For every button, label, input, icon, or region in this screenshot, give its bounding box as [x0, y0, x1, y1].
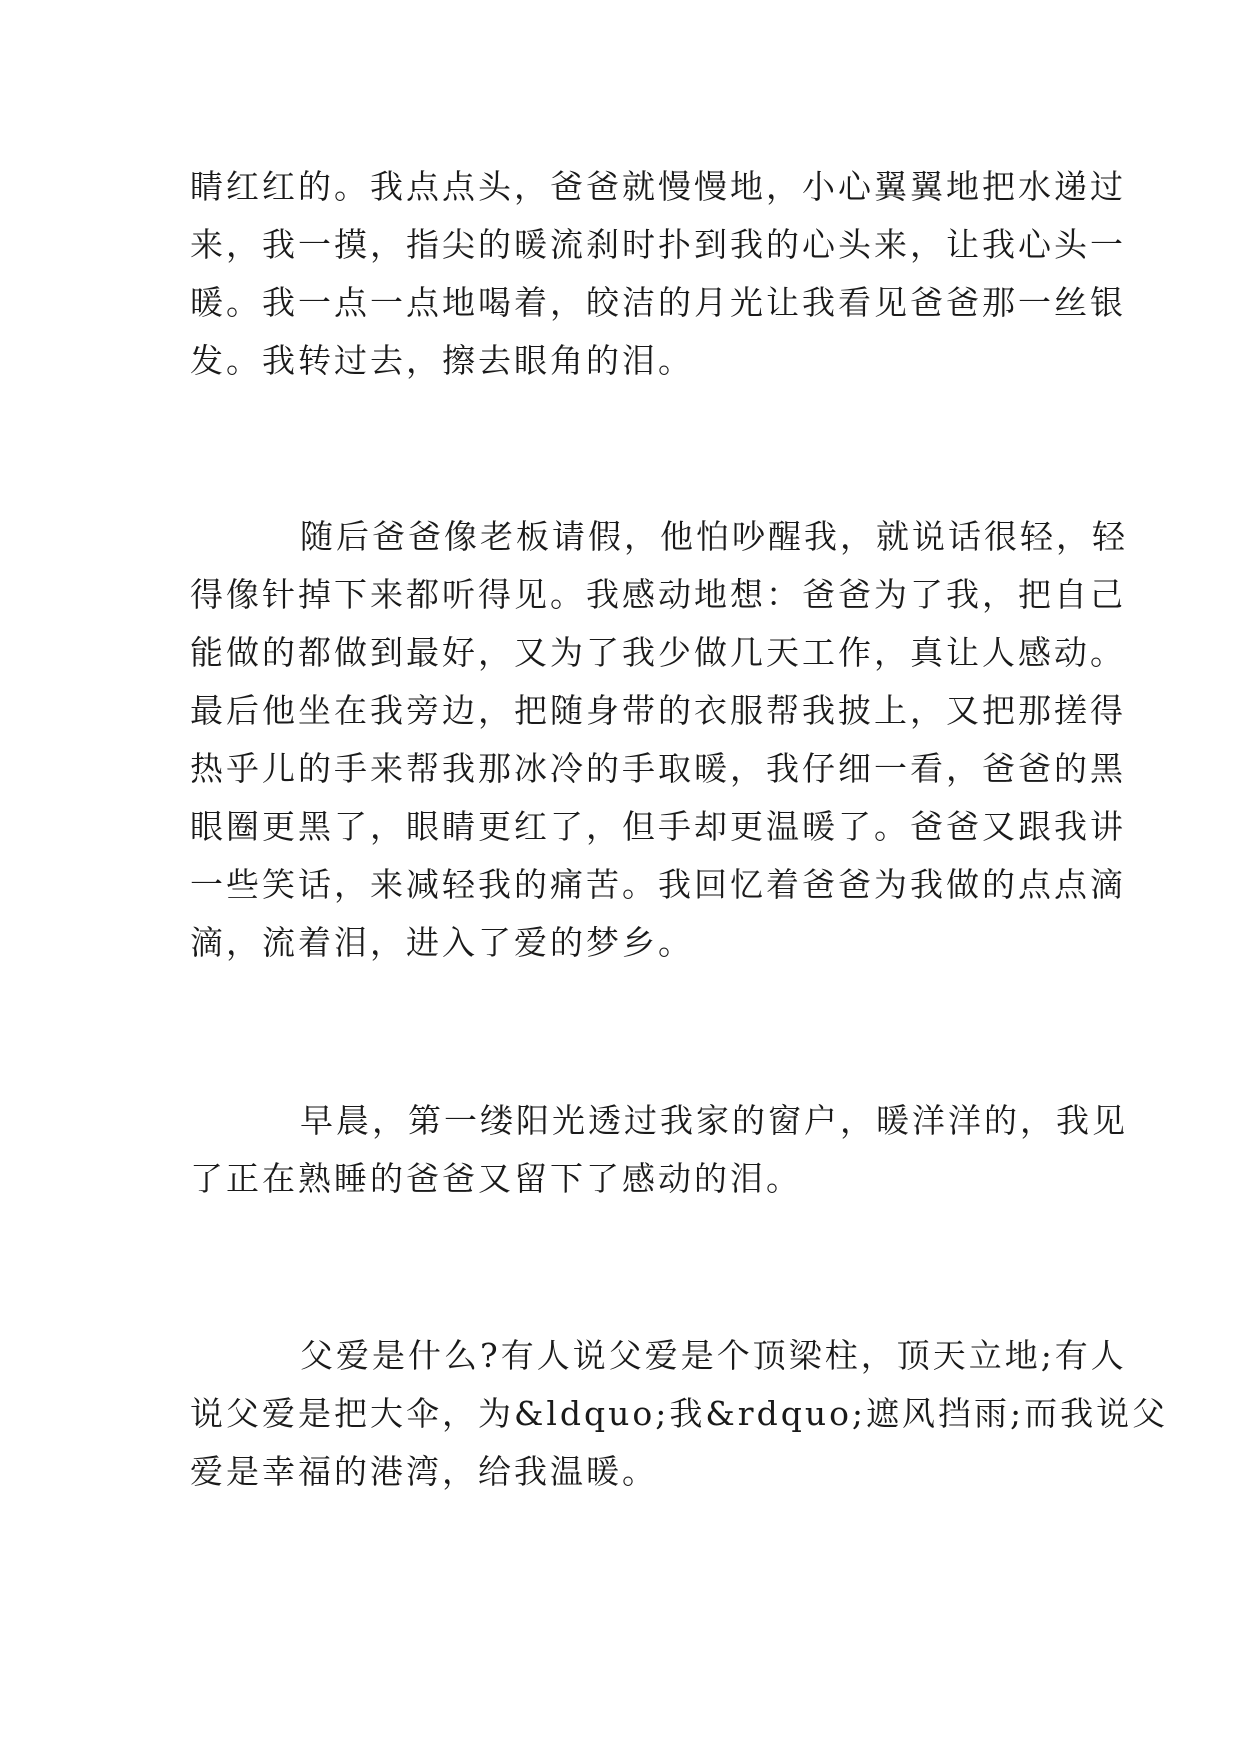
text-line: 了正在熟睡的爸爸又留下了感动的泪。: [190, 1159, 802, 1198]
text-line: 一些笑话，来减轻我的痛苦。我回忆着爸爸为我做的点点滴: [190, 865, 1126, 904]
text-line: 早晨，第一缕阳光透过我家的窗户，暖洋洋的，我见: [300, 1101, 1128, 1140]
text-line: 来，我一摸，指尖的暖流刹时扑到我的心头来，让我心头一: [190, 225, 1126, 264]
text-line: 睛红红的。我点点头，爸爸就慢慢地，小心翼翼地把水递过: [190, 167, 1126, 206]
text-line: 得像针掉下来都听得见。我感动地想：爸爸为了我，把自己: [190, 575, 1126, 614]
text-line: 暖。我一点一点地喝着，皎洁的月光让我看见爸爸那一丝银: [190, 283, 1126, 322]
text-line: 说父爱是把大伞，为&ldquo;我&rdquo;遮风挡雨;而我说父: [190, 1394, 1169, 1433]
paragraph: [190, 158, 1126, 390]
text-line: 最后他坐在我旁边，把随身带的衣服帮我披上，又把那搓得: [190, 691, 1126, 730]
text-line: 发。我转过去，擦去眼角的泪。: [190, 341, 694, 380]
text-line: 能做的都做到最好，又为了我少做几天工作，真让人感动。: [190, 633, 1126, 672]
text-line: 滴，流着泪，进入了爱的梦乡。: [190, 923, 694, 962]
text-line: 爱是幸福的港湾，给我温暖。: [190, 1452, 658, 1491]
text-line: 随后爸爸像老板请假，他怕吵醒我，就说话很轻，轻: [300, 517, 1128, 556]
text-line: 眼圈更黑了，眼睛更红了，但手却更温暖了。爸爸又跟我讲: [190, 807, 1126, 846]
paragraph: [190, 1092, 1128, 1208]
text-line: 热乎儿的手来帮我那冰冷的手取暖，我仔细一看，爸爸的黑: [190, 749, 1126, 788]
paragraph: [190, 508, 1128, 972]
text-line: 父爱是什么?有人说父爱是个顶梁柱，顶天立地;有人: [300, 1336, 1127, 1375]
paragraph: [190, 1327, 1169, 1501]
